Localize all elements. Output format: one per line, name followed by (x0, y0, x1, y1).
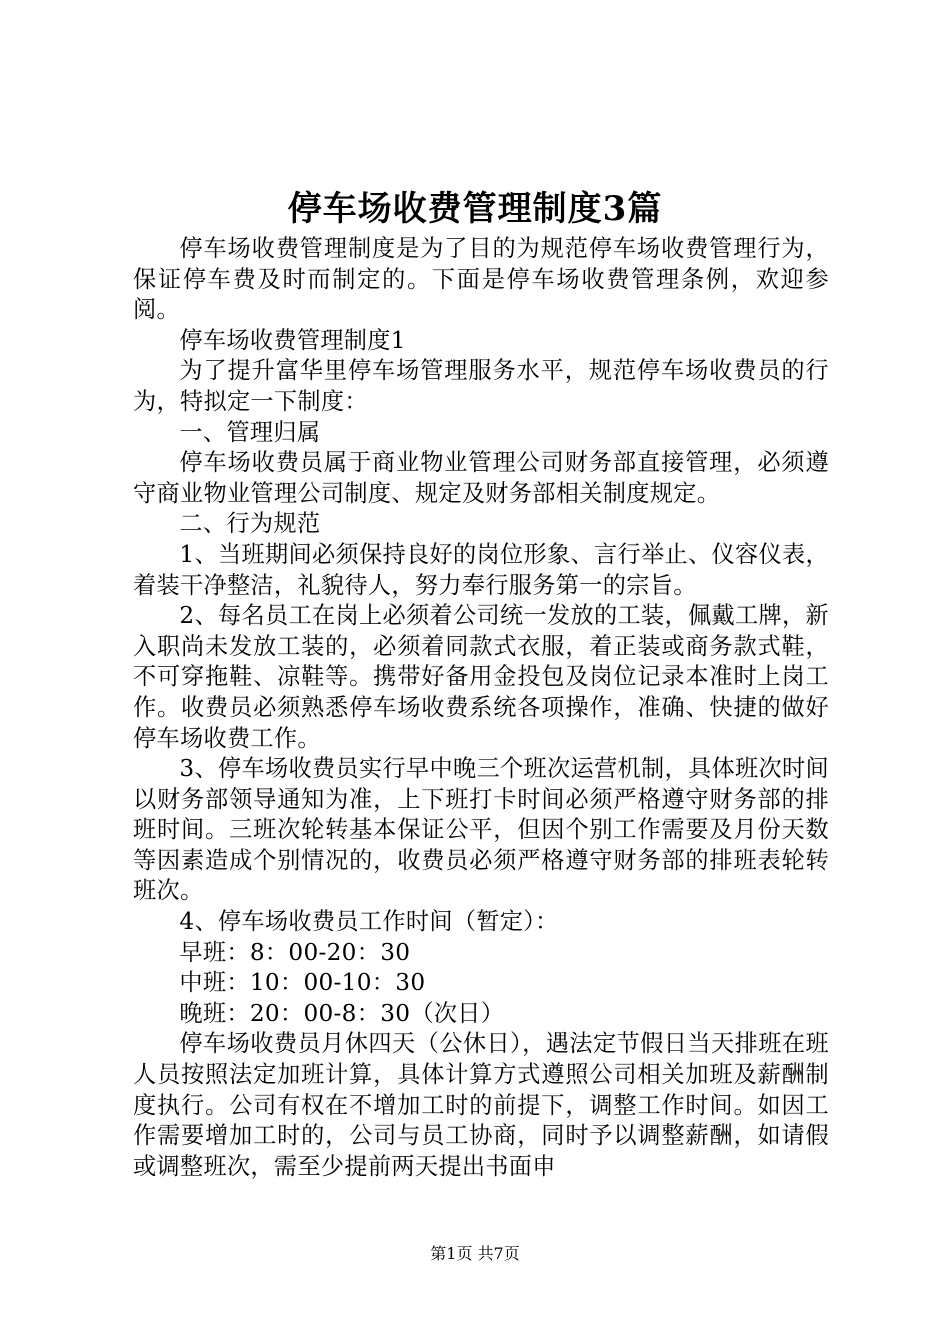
body-paragraph: 4、停车场收费员工作时间（暂定）： (179, 908, 559, 936)
intro-paragraph: 停车场收费管理制度是为了目的为规范停车场收费管理行为，保证停车费及时而制定的。下面是停车场收费管理条例，欢迎参阅。 (133, 235, 829, 324)
document-body (133, 234, 829, 1182)
document-title: 停车场收费管理制度3篇 (287, 189, 663, 229)
body-paragraph: 停车场收费员月休四天（公休日），遇法定节假日当天排班在班人员按照法定加班计算，具体计算方式遵照公司相关加班及薪酬制度执行。公司有权在不增加工时的前提下，调整工作时间。如因工作需要增加工时的，公司与员工协商，同时予以调整薪酬，如请假或调整班次，需至少提前两天提出书面申 (133, 1030, 829, 1180)
body-paragraph: 2、每名员工在岗上必须着公司统一发放的工装，佩戴工牌，新入职尚未发放工装的，必须着同款式衣服，着正装或商务款式鞋，不可穿拖鞋、凉鞋等。携带好备用金投包及岗位记录本准时上岗工作。收费员必须熟悉停车场收费系统各项操作，准确、快捷的做好停车场收费工作。 (133, 602, 829, 752)
section-heading: 一、管理归属 (179, 418, 321, 446)
body-paragraph: 为了提升富华里停车场管理服务水平，规范停车场收费员的行为，特拟定一下制度： (133, 357, 829, 415)
section-heading: 二、行为规范 (179, 510, 321, 538)
schedule-line: 中班：10：00-10：30 (179, 969, 426, 997)
section-heading: 停车场收费管理制度1 (179, 326, 406, 354)
body-paragraph: 1、当班期间必须保持良好的岗位形象、言行举止、仪容仪表，着装干净整洁，礼貌待人，努力奉行服务第一的宗旨。 (133, 540, 829, 599)
body-paragraph: 停车场收费员属于商业物业管理公司财务部直接管理，必须遵守商业物业管理公司制度、规定及财务部相关制度规定。 (133, 449, 829, 507)
page-footer: 第1页 共7页 (430, 1244, 520, 1263)
body-paragraph: 3、停车场收费员实行早中晚三个班次运营机制，具体班次时间以财务部领导通知为准，上下班打卡时间必须严格遵守财务部的排班时间。三班次轮转基本保证公平，但因个别工作需要及月份天数等因素造成个别情况的，收费员必须严格遵守财务部的排班表轮转班次。 (133, 755, 829, 905)
schedule-line: 早班：8：00-20：30 (179, 938, 411, 966)
schedule-line: 晚班：20：00-8：30（次日） (179, 999, 505, 1027)
